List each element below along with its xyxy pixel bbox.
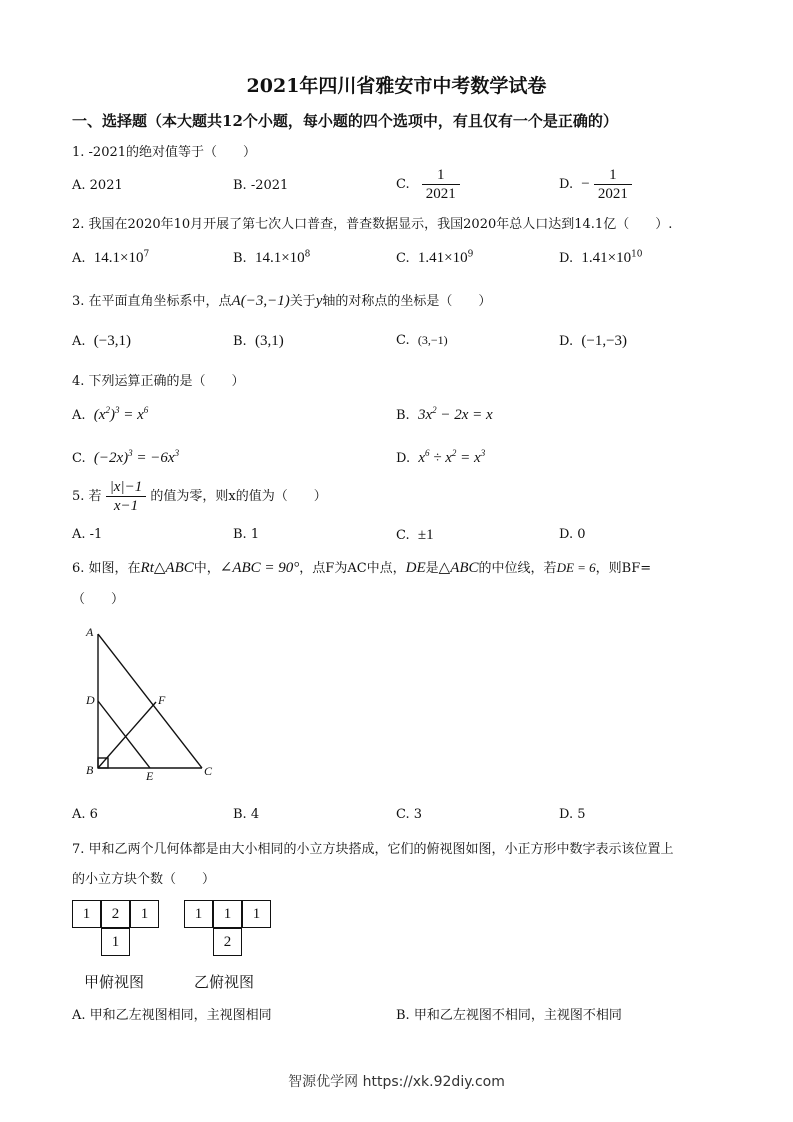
vertex-label-c: C <box>204 764 213 778</box>
q1-option-c: C. $\frac{1}{2021}$ <box>396 166 460 203</box>
grid-cell: 2 <box>101 900 130 928</box>
q7-option-a: A. 甲和乙左视图相同，主视图相同 <box>72 1008 272 1023</box>
q4-option-c: C. $(-2x)^3 = -6x^3$ <box>72 448 180 466</box>
vertex-label-e: E <box>146 769 154 783</box>
question-7-stem-line1: 7. 甲和乙两个几何体都是由大小相同的小立方块搭成，它们的俯视图如图，小正方形中数字表示该位置上 <box>72 842 674 857</box>
question-5-stem: 5. 若 $\frac{|x|-1}{x-1}$ 的值为零，则x的值为（ ） <box>72 479 327 514</box>
q5-option-d: D. 0 <box>559 527 586 542</box>
question-4-stem: 4. 下列运算正确的是（ ） <box>72 374 245 389</box>
q3-option-d: D. (−1,−3) <box>559 333 628 349</box>
q6-option-a: A. 6 <box>72 807 98 822</box>
q6-option-b: B. 4 <box>233 807 260 822</box>
q6-option-d: D. 5 <box>559 807 586 822</box>
q2-option-c: C. $1.41\times 10^9$ <box>396 249 474 266</box>
question-6-blank: （ ） <box>72 592 125 607</box>
vertex-label-a: A <box>86 625 94 639</box>
q7-option-b: B. 甲和乙左视图不相同，主视图不相同 <box>396 1008 622 1023</box>
vertex-label-b: B <box>86 763 94 777</box>
yi-caption: 乙俯视图 <box>194 974 255 991</box>
fraction: $\frac{|x|-1}{x-1}$ <box>106 478 147 515</box>
q4-option-d: D. $x^6 \div x^2 = x^3$ <box>396 448 486 466</box>
vertex-label-d: D <box>86 693 95 707</box>
q6-option-c: C. 3 <box>396 807 423 822</box>
question-6-stem: 6. 如图，在Rt△ABC中，∠ABC = 90°，点F为AC中点，DE是△ABC的中位线，若DE = 6，则BF= <box>72 560 652 576</box>
triangle-figure <box>80 622 220 784</box>
q4-option-a: A. $(x^2)^3 = x^6$ <box>72 405 149 423</box>
grid-cell: 1 <box>242 900 271 928</box>
question-1-stem: 1. -2021的绝对值等于（ ） <box>72 145 257 160</box>
q2-option-d: D. $1.41\times 10^{10}$ <box>559 249 643 266</box>
question-7-stem-line2: 的小立方块个数（ ） <box>72 872 216 887</box>
exam-title: 2021年四川省雅安市中考数学试卷 <box>246 75 547 97</box>
grid-cell: 1 <box>184 900 213 928</box>
q5-option-b: B. 1 <box>233 527 260 542</box>
q1-option-d: D. − $\frac{1}{2021}$ <box>559 166 632 203</box>
q2-option-b: B. $14.1\times 10^8$ <box>233 249 311 266</box>
grid-cell: 1 <box>101 928 130 956</box>
vertex-label-f: F <box>158 693 166 707</box>
q2-option-a: A. $14.1\times 10^7$ <box>72 249 150 266</box>
question-2-stem: 2. 我国在2020年10月开展了第七次人口普查，普查数据显示，我国2020年总人口达到14.1亿（ ）. <box>72 217 673 232</box>
q1-option-b: B. -2021 <box>233 178 289 193</box>
q5-option-c: C. ±1 <box>396 527 434 543</box>
grid-cell: 2 <box>213 928 242 956</box>
grid-cell: 1 <box>213 900 242 928</box>
q3-option-c: C. (3,−1) <box>396 333 448 348</box>
q1-option-a: A. 2021 <box>72 178 123 193</box>
grid-cell: 1 <box>130 900 159 928</box>
fraction: $\frac{1}{2021}$ <box>594 166 632 203</box>
footer-watermark: 智源优学网 https://xk.92diy.com <box>288 1074 505 1090</box>
section-heading: 一、选择题（本大题共12个小题，每小题的四个选项中，有且仅有一个是正确的） <box>72 112 618 130</box>
question-3-stem: 3. 在平面直角坐标系中，点A(−3,−1)关于y轴的对称点的坐标是（ ） <box>72 293 492 309</box>
q3-option-b: B. (3,1) <box>233 333 284 349</box>
q4-option-b: B. $3x^2 - 2x = x$ <box>396 405 493 423</box>
q3-option-a: A. (−3,1) <box>72 333 131 349</box>
fraction: $\frac{1}{2021}$ <box>422 166 460 203</box>
grid-cell: 1 <box>72 900 101 928</box>
q5-option-a: A. -1 <box>72 527 103 542</box>
jia-caption: 甲俯视图 <box>84 974 145 991</box>
